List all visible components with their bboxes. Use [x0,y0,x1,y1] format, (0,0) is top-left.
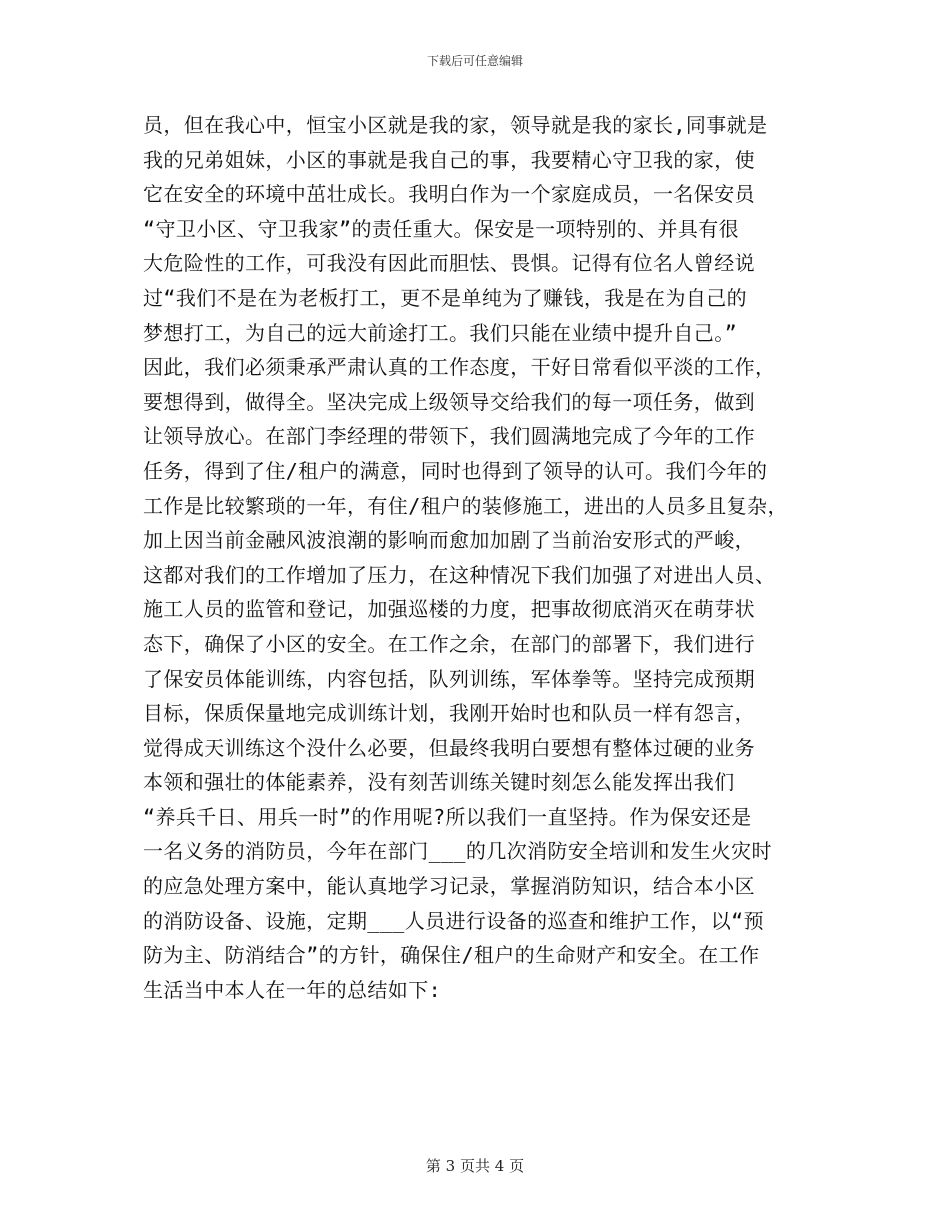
text-line: 工作是比较繁琐的一年，有住/租户的装修施工，进出的人员多且复杂， [143,493,788,518]
text-line: “守卫小区、守卫我家”的责任重大。保安是一项特别的、并具有很 [143,216,740,241]
text-line: 态下，确保了小区的安全。在工作之余，在部门的部署下，我们进行 [143,631,755,656]
text-line: 的消防设备、设施，定期___人员进行设备的巡查和维护工作，以“预 [143,908,764,933]
text-line: 任务，得到了住/租户的满意，同时也得到了领导的认可。我们今年的 [143,458,768,483]
text-line: 梦想打工，为自己的远大前途打工。我们只能在业绩中提升自己。” [143,320,738,345]
text-line: 这都对我们的工作增加了压力，在这种情况下我们加强了对进出人员、 [143,562,776,587]
text-line: 要想得到，做得全。坚决完成上级领导交给我们的每一项任务，做到 [143,389,755,414]
text-line: 一名义务的消防员，今年在部门___的几次消防安全培训和发生火灾时 [143,839,772,864]
text-line: 过“我们不是在为老板打工，更不是单纯为了赚钱，我是在为自己的 [143,285,748,310]
text-line: 因此，我们必须秉承严肃认真的工作态度，干好日常看似平淡的工作， [143,355,776,380]
text-line: 觉得成天训练这个没什么必要，但最终我明白要想有整体过硬的业务 [143,735,755,760]
text-line: “养兵千日、用兵一时”的作用呢?所以我们一直坚持。作为保安还是 [143,804,752,829]
text-line: 生活当中本人在一年的总结如下: [143,977,442,1002]
text-line: 大危险性的工作，可我没有因此而胆怯、畏惧。记得有位名人曾经说 [143,251,755,276]
text-line: 员，但在我心中，恒宝小区就是我的家，领导就是我的家长,同事就是 [143,113,768,137]
text-line: 防为主、防消结合”的方针，确保住/租户的生命财产和安全。在工作 [143,943,760,968]
text-line: 让领导放心。在部门李经理的带领下，我们圆满地完成了今年的工作 [143,424,755,449]
body-text [143,108,823,1007]
text-line: 了保安员体能训练，内容包括，队列训练，军体拳等。坚持完成预期 [143,666,755,691]
text-line: 目标，保质保量地完成训练计划，我刚开始时也和队员一样有怨言， [143,701,755,726]
text-line: 它在安全的环境中茁壮成长。我明白作为一个家庭成员，一名保安员 [143,182,755,207]
page-header: 下载后可任意编辑 [426,54,523,68]
text-line: 我的兄弟姐妹，小区的事就是我自己的事，我要精心守卫我的家，使 [143,147,755,172]
page-footer: 第 3 页共 4 页 [425,1157,525,1175]
text-line: 的应急处理方案中，能认真地学习记录，掌握消防知识，结合本小区 [143,874,755,899]
text-line: 施工人员的监管和登记，加强巡楼的力度，把事故彻底消灭在萌芽状 [143,597,755,622]
text-line: 本领和强壮的体能素养，没有刻苦训练关键时刻怎么能发挥出我们 [143,770,735,795]
text-line: 加上因当前金融风波浪潮的影响而愈加加剧了当前治安形式的严峻， [143,528,755,553]
